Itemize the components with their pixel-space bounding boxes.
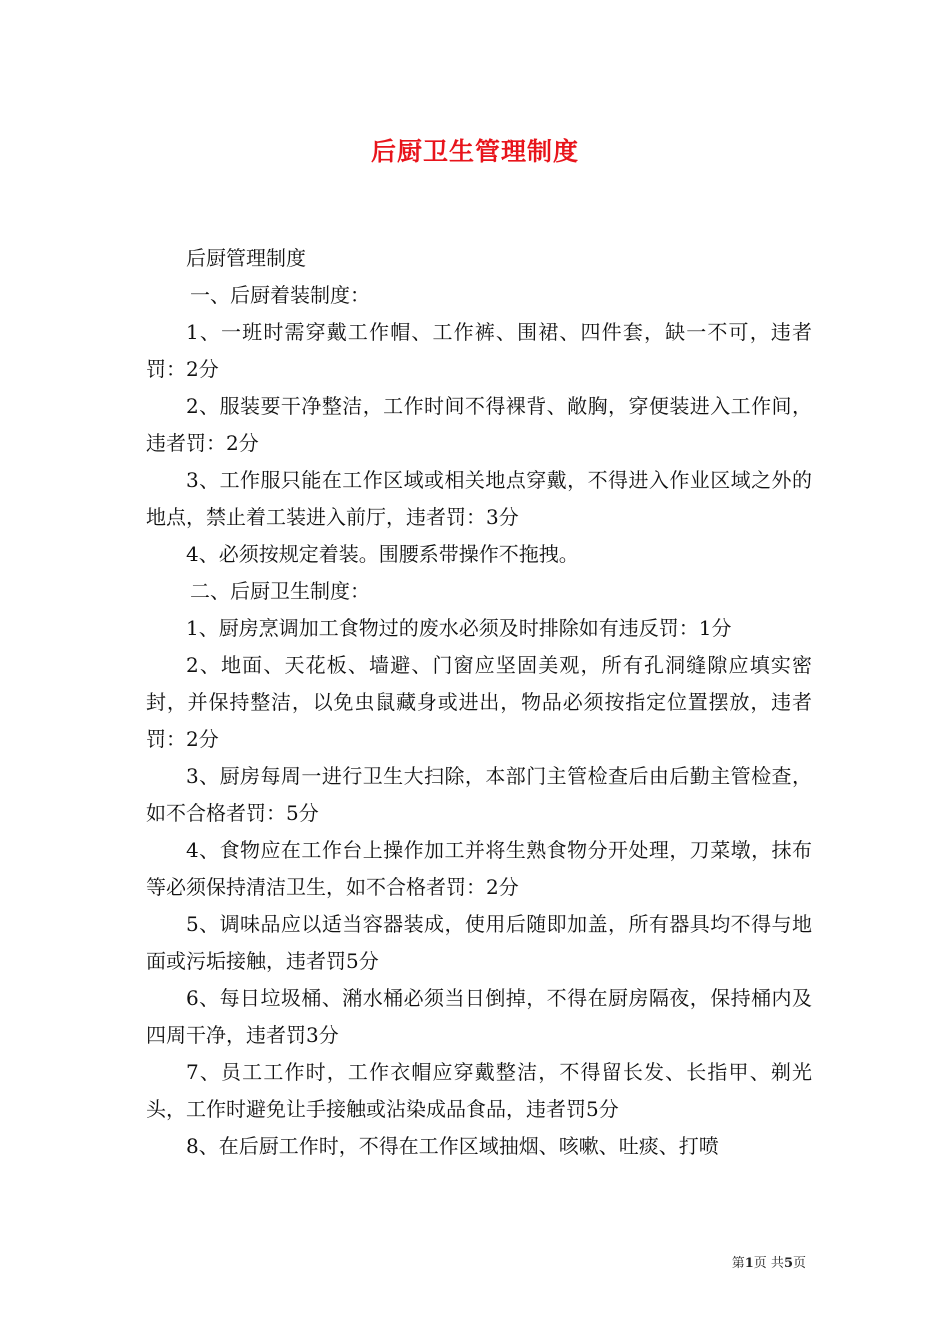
attire-rule-2: 2、服装要干净整洁，工作时间不得裸背、敞胸，穿便装进入工作间，违者罚：2分 xyxy=(146,394,812,455)
hygiene-rule-3: 3、厨房每周一进行卫生大扫除，本部门主管检查后由后勤主管检查，如不合格者罚：5分 xyxy=(146,764,812,825)
section-heading-hygiene: 二、后厨卫生制度： xyxy=(190,579,370,603)
hygiene-rule-5: 5、调味品应以适当容器装成，使用后随即加盖，所有器具均不得与地面或污垢接触，违者罚5分 xyxy=(146,912,812,973)
section-heading-attire: 一、后厨着装制度： xyxy=(190,283,370,307)
footer-suffix: 页 xyxy=(792,1256,806,1271)
footer-middle: 页 共 xyxy=(753,1256,784,1271)
attire-rule-3: 3、工作服只能在工作区域或相关地点穿戴，不得进入作业区域之外的地点，禁止着工装进入前厅，违者罚：3分 xyxy=(146,468,812,529)
hygiene-rule-8: 8、在后厨工作时，不得在工作区域抽烟、咳嗽、吐痰、打喷 xyxy=(186,1134,719,1158)
hygiene-rule-7: 7、员工工作时，工作衣帽应穿戴整洁，不得留长发、长指甲、剃光头，工作时避免让手接触或沾染成品食品，违者罚5分 xyxy=(146,1060,812,1121)
hygiene-rule-6: 6、每日垃圾桶、潲水桶必须当日倒掉，不得在厨房隔夜，保持桶内及四周干净，违者罚3分 xyxy=(146,986,812,1047)
document-subtitle: 后厨管理制度 xyxy=(186,246,306,270)
hygiene-rule-2: 2、地面、天花板、墙避、门窗应坚固美观，所有孔洞缝隙应填实密封，并保持整洁，以免虫鼠藏身或进出，物品必须按指定位置摆放，违者罚：2分 xyxy=(146,653,812,751)
attire-rule-1: 1、一班时需穿戴工作帽、工作裤、围裙、四件套，缺一不可，违者罚：2分 xyxy=(146,320,812,381)
document-body xyxy=(146,240,812,1165)
document-title: 后厨卫生管理制度 xyxy=(370,137,579,166)
footer-current-page: 1 xyxy=(744,1256,754,1271)
hygiene-rule-4: 4、食物应在工作台上操作加工并将生熟食物分开处理，刀菜墩，抹布等必须保持清洁卫生，如不合格者罚：2分 xyxy=(146,838,812,899)
hygiene-rule-1: 1、厨房烹调加工食物过的废水必须及时排除如有违反罚：1分 xyxy=(186,616,732,640)
page-footer xyxy=(0,1252,806,1271)
attire-rule-4: 4、必须按规定着装。围腰系带操作不拖拽。 xyxy=(186,542,579,566)
footer-prefix: 第 xyxy=(731,1256,745,1271)
footer-total-pages: 5 xyxy=(783,1256,793,1271)
